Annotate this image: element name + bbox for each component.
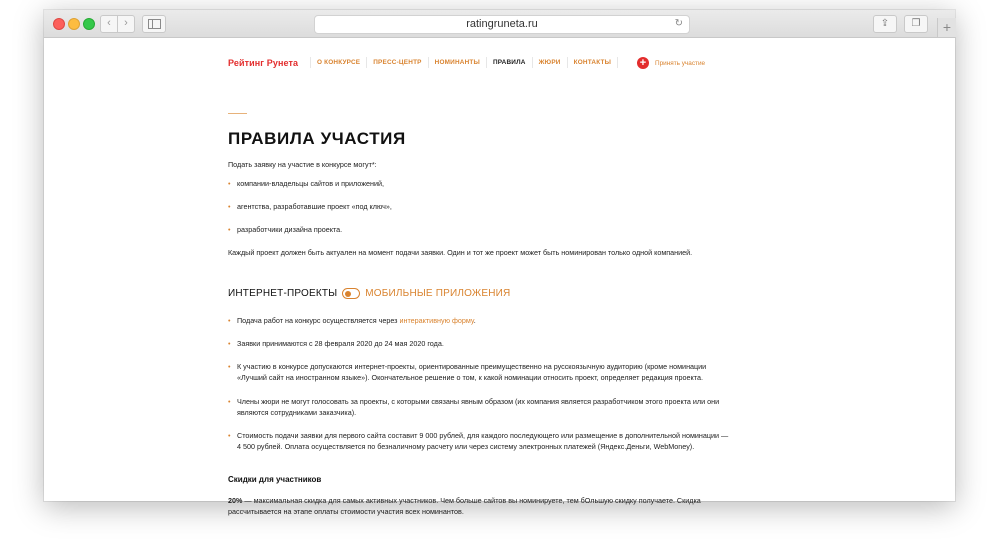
nav-item-press[interactable]: ПРЕСС-ЦЕНТР — [366, 57, 427, 68]
nav-item-about[interactable]: О КОНКУРСЕ — [310, 57, 366, 68]
reload-icon[interactable]: ↻ — [674, 18, 683, 29]
divider — [228, 113, 247, 114]
discount-description: — максимальная скидка для самых активных участников. Чем больше сайтов вы номинируете, тем бОльшую скидку получаете. Скидка — [242, 496, 701, 505]
new-tab-icon[interactable]: + — [937, 18, 956, 37]
address-bar[interactable] — [314, 15, 690, 34]
category-toggle[interactable] — [342, 288, 360, 299]
list-item-text: • Заявки принимаются с 28 февраля 2020 до 24 мая 2020 года. — [237, 339, 444, 348]
rule-text: . — [473, 316, 476, 325]
browser-toolbar — [44, 10, 955, 38]
list-item-text: 4 500 рублей. Оплата осуществляется по безналичному расчету или через систему электронных платежей (Яндекс.Деньги, WebMoney). — [237, 442, 695, 451]
list-item-text: «Лучший сайт на иностранном языке»). Окончательное решение о том, к какой номинации относить проект, определяет редакция проекта. — [237, 373, 703, 382]
list-item — [228, 338, 444, 349]
browser-window — [44, 10, 955, 516]
discount-text-cut: рассчитывается на этапе оплаты стоимости участия всех номинантов. — [228, 507, 464, 516]
site-logo[interactable]: Рейтинг Рунета — [228, 58, 299, 68]
zoom-window-button[interactable] — [83, 18, 95, 30]
interactive-form-link[interactable]: интерактивную форму — [399, 316, 474, 325]
participate-label: Принять участие — [655, 59, 706, 67]
back-icon[interactable]: ‹ — [100, 15, 118, 33]
list-item-text: являются сотрудниками заказчика). — [237, 408, 357, 417]
nav-item-nominees[interactable]: НОМИНАНТЫ — [428, 57, 486, 68]
list-item-text: • Стоимость подачи заявки для первого сайта составит 9 000 рублей, для каждого последующего или размещение в дополнительной номинации — — [237, 431, 729, 440]
list-item — [228, 178, 384, 189]
url-text: ratingruneta.ru — [466, 18, 538, 30]
participate-button[interactable] — [637, 57, 705, 69]
share-icon[interactable]: ⇪ — [873, 15, 897, 33]
page-title: ПРАВИЛА УЧАСТИЯ — [228, 129, 406, 148]
list-item — [228, 430, 728, 452]
discount-percent: 20% — [228, 496, 243, 505]
nav-item-rules[interactable]: ПРАВИЛА — [486, 57, 532, 68]
nav-item-jury[interactable]: ЖЮРИ — [532, 57, 567, 68]
main-nav — [310, 57, 618, 68]
list-item-text: • агентства, разработавшие проект «под ключ», — [237, 202, 392, 211]
forward-icon[interactable]: › — [117, 15, 135, 33]
list-item — [228, 396, 719, 418]
note-text: Каждый проект должен быть актуален на момент подачи заявки. Один и тот же проект может быть номинирован только одной компанией. — [228, 248, 693, 257]
list-item-text: • Члены жюри не могут голосовать за проекты, с которыми связаны явным образом (их компания является разработчиком этого проекта или они — [237, 397, 720, 406]
sidebar-toggle-icon[interactable] — [142, 15, 166, 33]
close-window-button[interactable] — [53, 18, 65, 30]
list-item — [228, 224, 342, 235]
list-item-text: • компании-владельцы сайтов и приложений, — [237, 179, 384, 188]
list-item-text: • К участию в конкурсе допускаются интернет-проекты, ориентированные преимущественно на русскоязычную аудиторию (кроме номинации — [237, 362, 707, 371]
list-item — [228, 361, 706, 383]
list-item-text: • разработчики дизайна проекта. — [237, 225, 343, 234]
list-item — [228, 315, 476, 326]
tab-mobile-apps[interactable]: МОБИЛЬНЫЕ ПРИЛОЖЕНИЯ — [365, 288, 511, 299]
rule-text: Подача работ на конкурс осуществляется через — [237, 316, 400, 325]
tabs-overview-icon[interactable]: ❐ — [904, 15, 928, 33]
intro-text: Подать заявку на участие в конкурсе могут*: — [228, 160, 377, 169]
web-page — [44, 37, 955, 516]
plus-icon: + — [637, 57, 649, 69]
discounts-heading: Скидки для участников — [228, 475, 322, 484]
category-switch — [228, 288, 510, 299]
discount-text — [228, 495, 701, 506]
nav-item-contacts[interactable]: КОНТАКТЫ — [567, 57, 618, 68]
list-item-text — [228, 315, 476, 326]
tab-internet-projects[interactable]: ИНТЕРНЕТ-ПРОЕКТЫ — [228, 288, 338, 299]
minimize-window-button[interactable] — [68, 18, 80, 30]
list-item — [228, 201, 392, 212]
